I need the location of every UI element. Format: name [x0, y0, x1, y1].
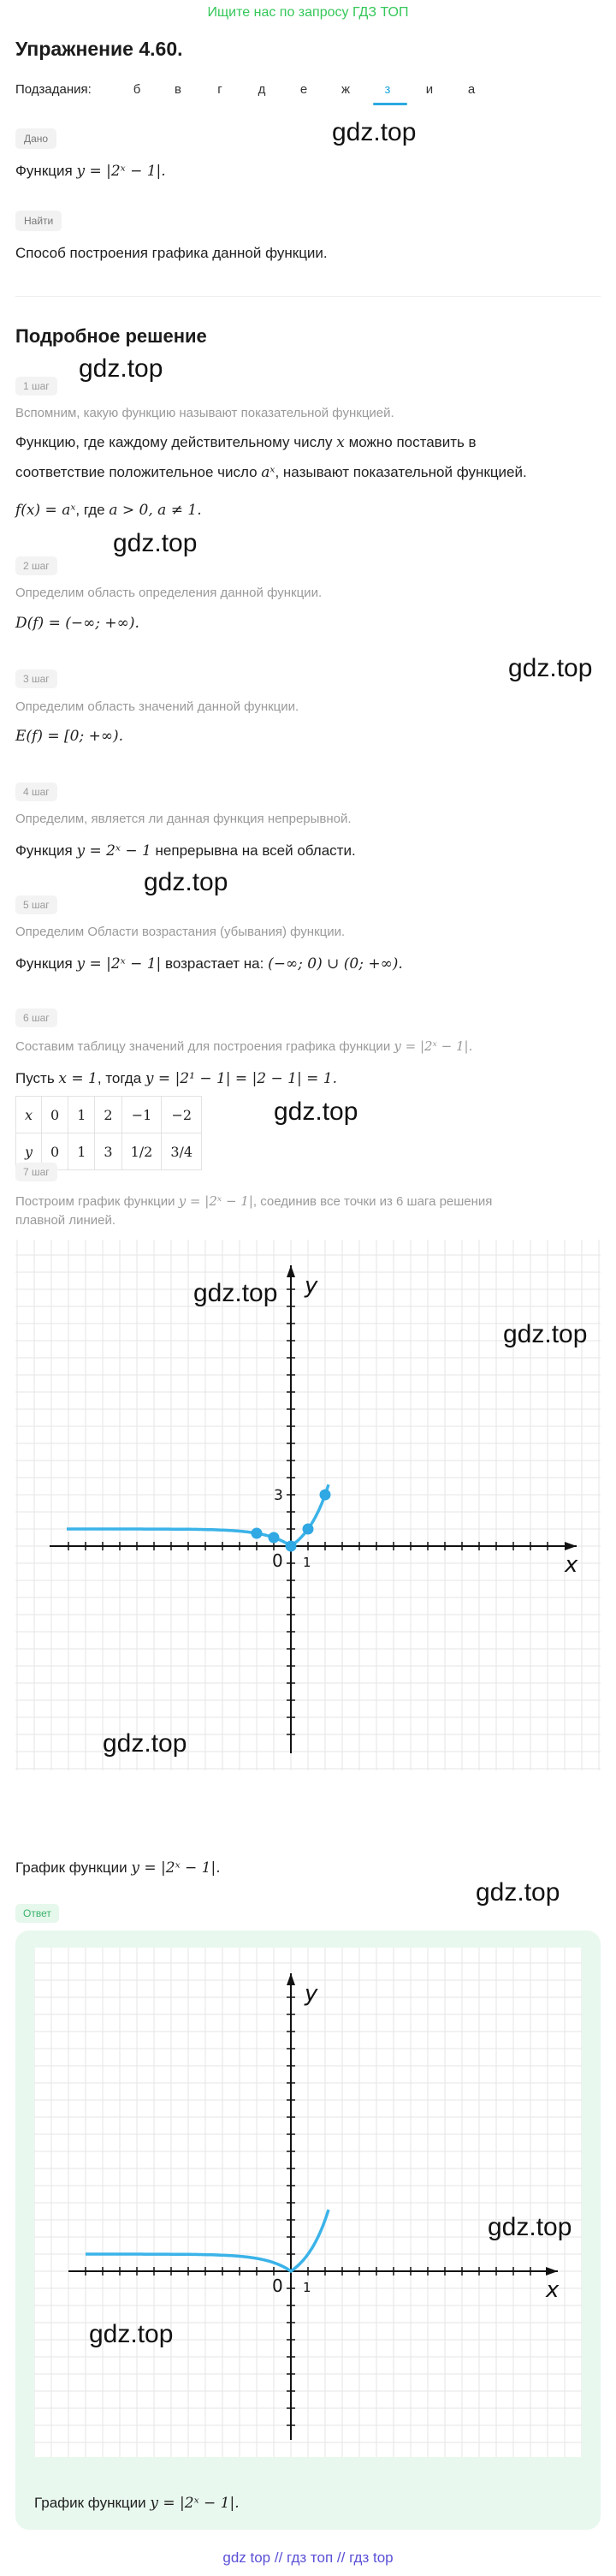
watermark: gdz.top	[508, 654, 593, 682]
step-6-badge: 6 шаг	[15, 1008, 57, 1027]
divider	[15, 296, 601, 297]
watermark: gdz.top	[476, 1878, 560, 1907]
footer-link[interactable]: гдз топ	[287, 2549, 334, 2566]
given-text: Функция y = |2ˣ − 1|.	[15, 163, 166, 180]
watermark: gdz.top	[503, 1320, 588, 1348]
table-cell: −1	[121, 1097, 162, 1133]
table-cell: 3	[95, 1133, 121, 1170]
step-6-note: Составим таблицу значений для построения графика функции y = |2ˣ − 1|.	[15, 1038, 473, 1054]
step-4-text: Функция y = 2ˣ − 1 непрерывна на всей области.	[15, 842, 356, 860]
page-title: Упражнение 4.60.	[15, 38, 183, 60]
given-pill: Дано	[15, 128, 56, 149]
table-cell: −2	[162, 1097, 202, 1133]
watermark: gdz.top	[144, 868, 228, 896]
step-6-let: Пусть x = 1, тогда y = |2¹ − 1| = |2 − 1| = 1.	[15, 1070, 337, 1087]
step-1-text-line2: соответствие положительное число aˣ, называют показательной функцией.	[15, 464, 527, 481]
origin-label: 0	[272, 2276, 283, 2296]
step-1-badge: 1 шаг	[15, 377, 57, 396]
step-5-text: Функция y = |2ˣ − 1| возрастает на: (−∞; 0) ∪ (0; +∞).	[15, 955, 403, 973]
step-3-result: E(f) = [0; +∞).	[15, 728, 124, 745]
footer-separator: //	[336, 2549, 350, 2566]
y-axis-label: y	[305, 1981, 318, 2007]
step-5-badge: 5 шаг	[15, 895, 57, 914]
y-axis-label: y	[305, 1273, 318, 1299]
subtasks-label: Подзадания:	[15, 82, 92, 97]
data-point	[286, 1541, 297, 1552]
table-cell: 2	[95, 1097, 121, 1133]
find-text: Способ построения графика данной функции.	[15, 245, 328, 261]
step-2-badge: 2 шаг	[15, 556, 57, 575]
watermark: gdz.top	[193, 1279, 278, 1307]
step-1-note: Вспомним, какую функцию называют показательной функцией.	[15, 406, 394, 420]
step-4-badge: 4 шаг	[15, 782, 57, 801]
data-point	[303, 1524, 314, 1535]
step-7-note: Построим график функции y = |2ˣ − 1|, соединив все точки из 6 шага решения плавной линией.	[15, 1193, 493, 1228]
y-tick-label: 3	[274, 1487, 283, 1504]
answer-pill: Ответ	[15, 1904, 59, 1923]
step-5-note: Определим Области возрастания (убывания) функции.	[15, 925, 346, 939]
answer-graph	[34, 1948, 582, 2457]
subtask-tab-b[interactable]: б	[133, 82, 141, 97]
data-point	[269, 1532, 280, 1544]
step-1-text-line1: Функцию, где каждому действительному числу x можно поставить в	[15, 434, 477, 451]
graph-step7	[15, 1240, 601, 1770]
step-3-badge: 3 шаг	[15, 669, 57, 688]
table-cell: 1	[68, 1097, 95, 1133]
answer-caption: График функции y = |2ˣ − 1|.	[34, 2495, 240, 2512]
table-cell: x	[16, 1097, 42, 1133]
subtask-tab-z-active[interactable]: з	[384, 82, 391, 97]
watermark: gdz.top	[332, 118, 417, 146]
table-row	[16, 1097, 202, 1133]
x-axis-label: x	[565, 1552, 578, 1578]
origin-label: 0	[272, 1550, 283, 1571]
step-2-result: D(f) = (−∞; +∞).	[15, 615, 139, 632]
subtask-tab-d[interactable]: д	[258, 82, 266, 97]
watermark: gdz.top	[274, 1098, 358, 1126]
table-cell: 0	[42, 1133, 68, 1170]
find-pill: Найти	[15, 211, 62, 231]
subtask-tab-a[interactable]: а	[467, 82, 476, 97]
watermark: gdz.top	[103, 1729, 187, 1758]
search-hint-link[interactable]: Ищите нас по запросу ГДЗ ТОП	[207, 5, 409, 20]
subtask-tab-i[interactable]: и	[425, 82, 434, 97]
x-axis-label: x	[546, 2277, 560, 2303]
solution-title: Подробное решение	[15, 325, 207, 347]
data-point	[252, 1528, 263, 1539]
step-4-note: Определим, является ли данная функция непрерывной.	[15, 812, 352, 826]
subtask-tab-g[interactable]: г	[217, 82, 222, 97]
subtask-tab-zh[interactable]: ж	[341, 82, 351, 97]
table-cell: 0	[42, 1097, 68, 1133]
subtask-tab-v[interactable]: в	[175, 82, 181, 97]
step-1-formula: f(x) = aˣ, где a > 0, a ≠ 1.	[15, 502, 202, 519]
x-tick-label: 1	[303, 1555, 311, 1570]
watermark: gdz.top	[488, 2213, 572, 2241]
table-cell: y	[16, 1133, 42, 1170]
watermark: gdz.top	[79, 354, 163, 383]
watermark: gdz.top	[113, 529, 198, 557]
step-3-note: Определим область значений данной функции.	[15, 699, 299, 714]
footer-link[interactable]: гдз top	[349, 2549, 394, 2566]
footer-link[interactable]: gdz top	[222, 2549, 271, 2566]
table-cell: 1/2	[121, 1133, 162, 1170]
data-point	[320, 1490, 331, 1501]
table-cell: 3/4	[162, 1133, 202, 1170]
values-table	[15, 1096, 202, 1170]
footer-links	[0, 2549, 616, 2567]
table-cell: 1	[68, 1133, 95, 1170]
footer-separator: //	[274, 2549, 287, 2566]
graph-caption: График функции y = |2ˣ − 1|.	[15, 1859, 221, 1877]
step-2-note: Определим область определения данной функции.	[15, 586, 323, 600]
watermark: gdz.top	[89, 2320, 174, 2348]
step-7-badge: 7 шаг	[15, 1163, 57, 1181]
active-tab-underline	[373, 103, 407, 105]
x-tick-label: 1	[303, 2280, 311, 2295]
subtask-tab-e[interactable]: е	[299, 82, 308, 97]
